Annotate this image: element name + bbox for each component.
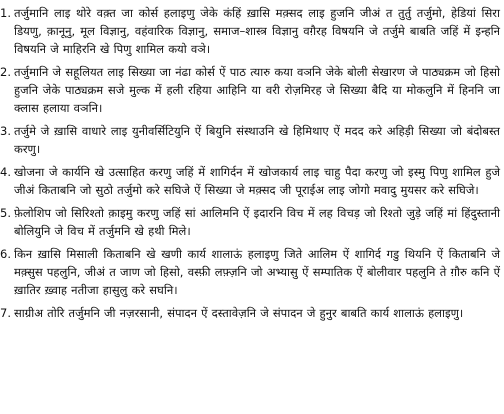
list-item-number: 6.	[0, 247, 11, 261]
list-item-number: 3.	[0, 124, 11, 138]
list-item-text: तर्जुमानि लाइ थोरे वक़्त जा कोर्स हलाइणु जेके कंहिं ख़ासि मक़्सद लाइ हुजनि जीअं त तुर्तु तर्जुमो, हेडियां सिरा डियणु, क़ानूनु, मूल विज्ञानु, वहंवारिक विज्ञानु, समाज–शास्त्र विज्ञानु वग़ैरह विषयनि जे तर्जुमे बाबति जहिं में इन्हनि विषयनि जे माहिरनि खे पिणु शामिल कयो वञे।	[14, 6, 500, 56]
list-item	[0, 245, 500, 299]
list-item	[0, 304, 500, 322]
list-item-text: खोजना जे कार्यनि खे उत्साहित करणु जहिं में शागिर्दन में खोजकार्य लाइ चाहु पैदा करणु जो इस्मु पिणु शामिल हुजे जीअं किताबनि जो सुठो तर्जुमो करे सघिजे ऐं सिख्या जे मक़्सद जी पूराईअ लाइ जोगो मवादु मुयसर करे सघिजे।	[14, 165, 500, 197]
list-item-number: 7.	[0, 306, 11, 320]
list-item-number: 5.	[0, 206, 11, 220]
list-item-number: 2.	[0, 65, 11, 79]
list-item-number: 4.	[0, 165, 11, 179]
list-item-text: तर्जुमे जे ख़ासि वाधारे लाइ युनीवर्सिटियुनि ऐं बियुनि संस्थाउनि खे हिमिथाए ऐं मदद करे अहिड़ी सिख्या जो बंदोबस्त करणु।	[14, 124, 500, 156]
list-item-text: तर्जुमानि जे सहूलियत लाइ सिख्या जा नंढा कोर्स ऐं पाठ त्यारु कया वञनि जेके बोली सेखारण जे पाठ्यक्रम जो हिसो हुजनि जेके पाठ्यक्रम सजे मुल्क में हली रहिया आहिनि या वरी रोज़मिरह जे सिख्या बैदि या मोकलुनि में हिननि जा क्लास हलाया वञनि।	[14, 65, 500, 115]
list-item	[0, 63, 500, 117]
list-item	[0, 163, 500, 199]
list-item	[0, 204, 500, 240]
list-item-text: किन ख़ासि मिसाली किताबनि खे खणी कार्य शालाऊं हलाइणु जिते आलिम ऐं शागिर्द गडु थियनि ऐं किताबनि जे मक़्सुस पहलुनि, जीअं त जाण जो हिसो, वस्फ़ी लफ़्ज़नि जो अभ्यासु ऐं सम्पातिक ऐं बोलीवार पहलुनि ते ग़ौरु कनि ऐं ख़ातिर ख़्वाह नतीजा हासुलु करे सघनि।	[14, 247, 500, 297]
list-item	[0, 4, 500, 58]
numbered-list	[0, 4, 500, 322]
list-item	[0, 122, 500, 158]
list-item-text: साग्रीअ तोरि तर्जुमनि जी नज़रसानी, संपादन ऐं दस्तावेज़नि जे संपादन जे हुनुर बाबति कार्य शालाऊं हलाइणु।	[14, 306, 464, 320]
list-item-number: 1.	[0, 6, 11, 20]
list-item-text: फ़ेलोशिप जो सिरिश्तो क़ाइमु करणु जहिं सां आलिमनि ऐं इदारनि विच में लह विचड़ जो रिश्तो जुड़े जहिं मां हिंदुस्तानी बोलियुनि जे विच में तर्जुमनि खे हथी मिले।	[14, 206, 500, 238]
